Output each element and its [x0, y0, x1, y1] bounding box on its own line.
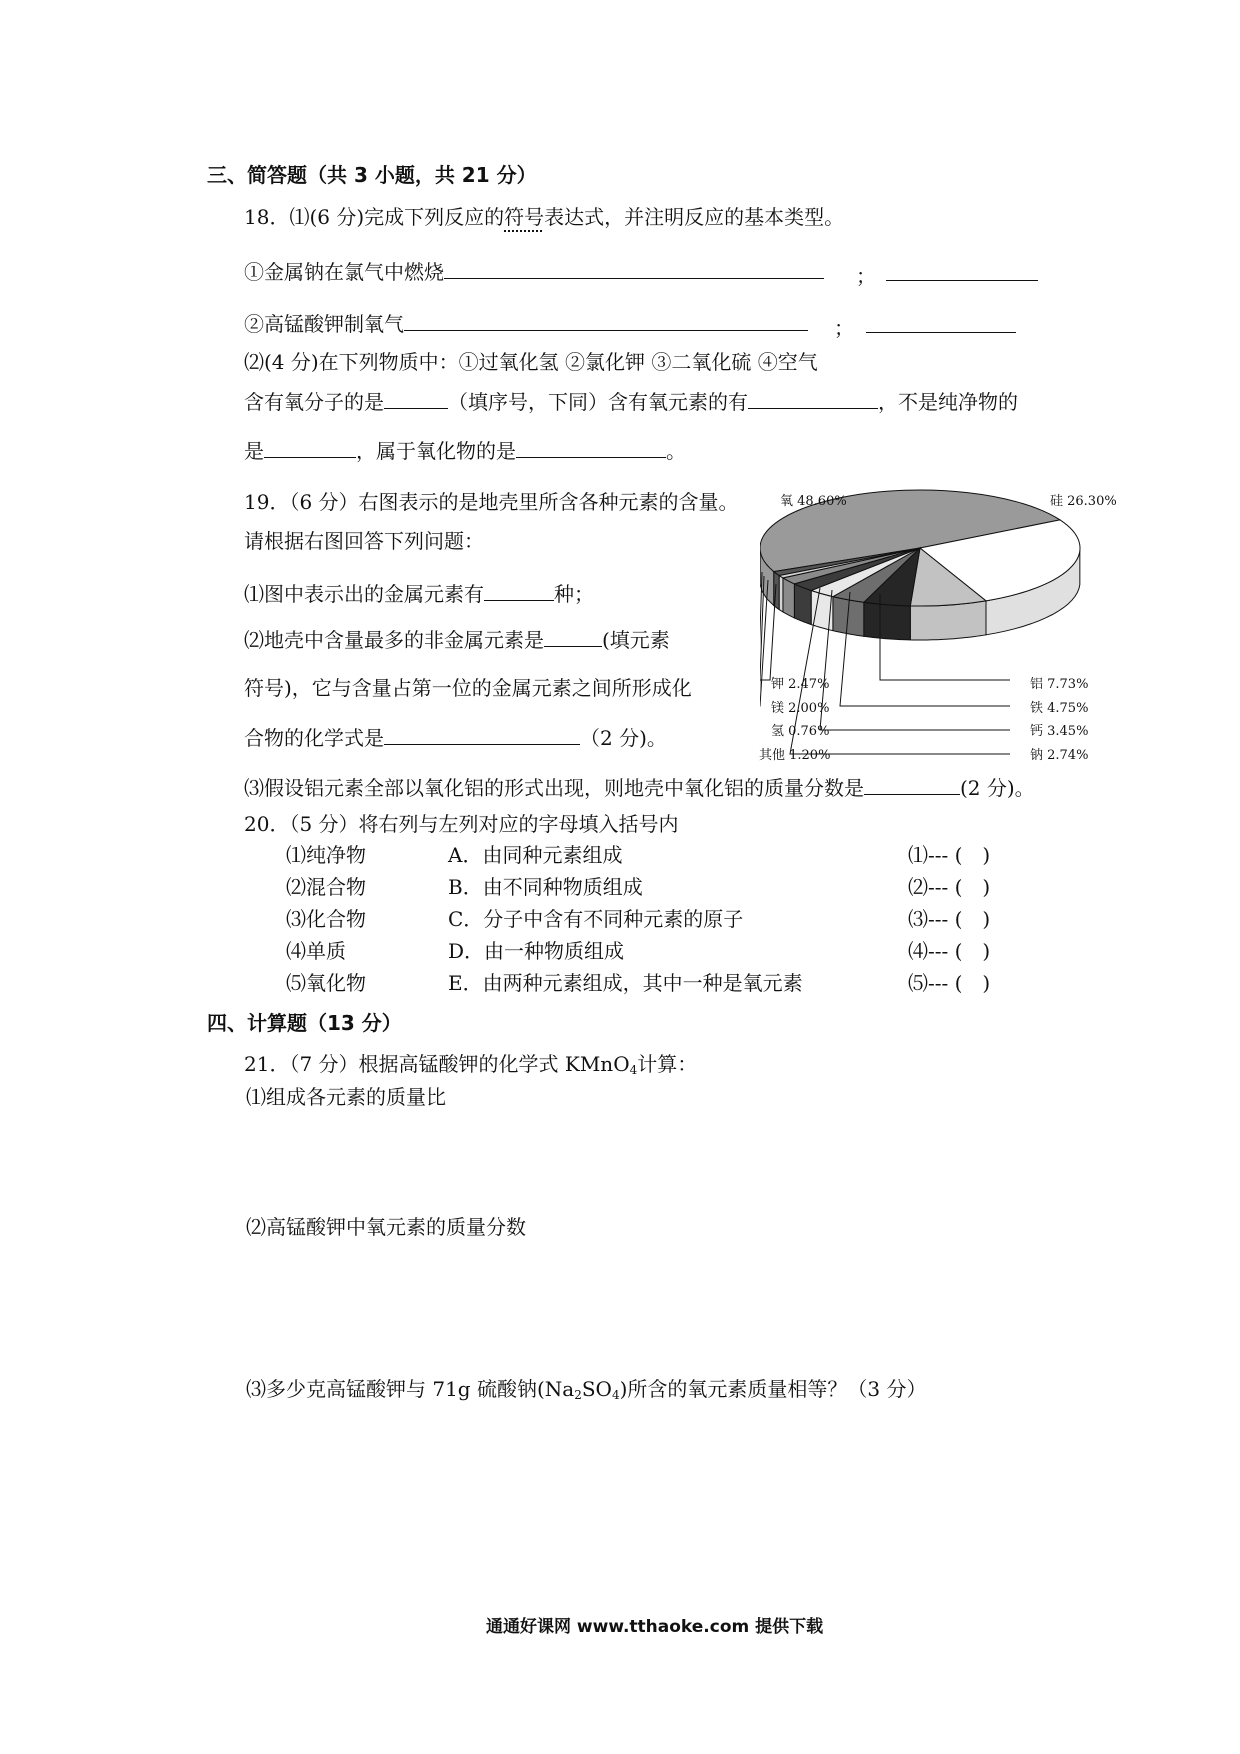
answer-blank[interactable] — [264, 439, 356, 458]
text: 计算： — [637, 1052, 698, 1076]
answer-blank[interactable] — [516, 439, 666, 458]
q20-definition: E．由两种元素组成，其中一种是氧元素 — [448, 971, 803, 995]
text: )所含的氧元素质量相等？（3 分） — [619, 1377, 927, 1401]
text: ⑵地壳中含量最多的非金属元素是 — [244, 628, 544, 652]
text: 种； — [554, 582, 594, 606]
answer-blank[interactable] — [444, 260, 824, 279]
text: （填序号，下同）含有氧元素的有 — [448, 390, 748, 414]
semicolon: ； — [834, 316, 854, 340]
q19-part3 — [244, 776, 1035, 800]
text: ，不是纯净物的 — [878, 390, 1018, 414]
q18-intro — [244, 205, 844, 229]
q18-part2-line1 — [244, 390, 1018, 414]
answer-blank-type[interactable] — [886, 262, 1038, 281]
q20-answer-slot: ⑵--- ( ) — [908, 875, 991, 899]
text: ⑴图中表示出的金属元素有 — [244, 582, 484, 606]
semicolon: ； — [856, 264, 876, 288]
text: 合物的化学式是 — [244, 726, 384, 750]
q18-item2-text: ②高锰酸钾制氧气 — [244, 312, 404, 336]
pie-label-钾: 钾 2.47% — [771, 677, 830, 692]
answer-blank[interactable] — [384, 726, 580, 745]
q20-answer-slot: ⑴--- ( ) — [908, 843, 991, 867]
pie-label-镁: 镁 2.00% — [771, 701, 830, 716]
q21-part3 — [246, 1377, 926, 1407]
pie-label-钠: 钠 2.74% — [1030, 748, 1089, 763]
pie-label-硅: 硅 26.30% — [1050, 494, 1117, 509]
subscript: 4 — [629, 1063, 638, 1077]
q19-part2 — [244, 628, 670, 652]
answer-blank[interactable] — [484, 582, 554, 601]
q20-term: ⑴纯净物 — [286, 843, 366, 867]
answer-blank-type[interactable] — [866, 314, 1016, 333]
q20-definition: B．由不同种物质组成 — [448, 875, 643, 899]
q20-term: ⑵混合物 — [286, 875, 366, 899]
pie-label-铝: 铝 7.73% — [1030, 677, 1089, 692]
pie-side-铁 — [864, 602, 911, 640]
q18-part2-intro: ⑵(4 分)在下列物质中：①过氧化氢 ②氯化钾 ③二氧化硫 ④空气 — [244, 350, 818, 374]
text: (填元素 — [602, 628, 670, 652]
answer-blank[interactable] — [864, 776, 960, 795]
q18-emphasis: 符号 — [504, 205, 545, 229]
pie-label-其他: 其他 1.20% — [759, 748, 831, 763]
q21-part2: ⑵高锰酸钾中氧元素的质量分数 — [246, 1215, 526, 1239]
pie-label-钙: 钙 3.45% — [1030, 724, 1089, 739]
text: ⑶假设铝元素全部以氧化铝的形式出现，则地壳中氧化铝的质量分数是 — [244, 776, 864, 800]
text: ⑶多少克高锰酸钾与 71g 硫酸钠(Na — [246, 1377, 575, 1401]
q20-definition: A．由同种元素组成 — [448, 843, 623, 867]
pie-label-铁: 铁 4.75% — [1030, 701, 1089, 716]
q20-term: ⑷单质 — [286, 939, 346, 963]
pie-side-钠 — [811, 591, 833, 631]
subscript: 2 — [574, 1388, 582, 1402]
q20-intro: 20．（5 分）将右列与左列对应的字母填入括号内 — [244, 812, 679, 836]
text: （2 分)。 — [580, 726, 667, 750]
q20-answer-slot: ⑶--- ( ) — [908, 907, 991, 931]
section4-heading: 四、计算题（13 分） — [207, 1011, 402, 1035]
q18-intro-text: 18．⑴(6 分)完成下列反应的 — [244, 205, 505, 229]
text: ，属于氧化物的是 — [356, 439, 516, 463]
text: SO — [581, 1377, 612, 1401]
text: 21．（7 分）根据高锰酸钾的化学式 KMnO — [244, 1052, 630, 1076]
answer-blank[interactable] — [748, 390, 878, 409]
q21-intro — [244, 1052, 697, 1082]
q19-intro1: 19．（6 分）右图表示的是地壳里所含各种元素的含量。 — [244, 490, 739, 514]
q19-part2-end — [244, 726, 667, 750]
pie-side-铝 — [910, 601, 986, 640]
q20-term: ⑸氧化物 — [286, 971, 366, 995]
q19-part1 — [244, 582, 594, 606]
pie-label-氧: 氧 48.60% — [780, 494, 847, 509]
q18-intro-text-2: 表达式，并注明反应的基本类型。 — [544, 205, 845, 229]
q20-answer-slot: ⑷--- ( ) — [908, 939, 991, 963]
q20-answer-slot: ⑸--- ( ) — [908, 971, 991, 995]
q20-definition: C．分子中含有不同种元素的原子 — [448, 907, 744, 931]
pie-label-氢: 氢 0.76% — [771, 724, 830, 739]
q19-part2-cont: 符号)，它与含量占第一位的金属元素之间所形成化 — [244, 676, 692, 700]
q18-item2 — [244, 312, 808, 336]
answer-blank[interactable] — [404, 312, 808, 331]
text: 是 — [244, 439, 264, 463]
text: 含有氧分子的是 — [244, 390, 384, 414]
q21-part1: ⑴组成各元素的质量比 — [246, 1085, 446, 1109]
pie-side-镁 — [783, 578, 794, 618]
subscript: 4 — [611, 1388, 620, 1402]
answer-blank[interactable] — [384, 390, 448, 409]
pie-side-氢 — [779, 576, 783, 612]
q18-item1-text: ①金属钠在氯气中燃烧 — [244, 260, 444, 284]
answer-blank[interactable] — [544, 628, 602, 647]
q19-intro2: 请根据右图回答下列问题： — [244, 529, 484, 553]
footer-source: 通通好课网 www.tthaoke.com 提供下载 — [486, 1617, 824, 1637]
q18-part2-line2 — [244, 439, 686, 463]
text: 。 — [666, 439, 686, 463]
q20-definition: D．由一种物质组成 — [448, 939, 625, 963]
q20-term: ⑶化合物 — [286, 907, 366, 931]
section3-heading: 三、简答题（共 3 小题，共 21 分） — [207, 163, 537, 187]
text: (2 分)。 — [960, 776, 1035, 800]
q18-item1 — [244, 260, 824, 284]
